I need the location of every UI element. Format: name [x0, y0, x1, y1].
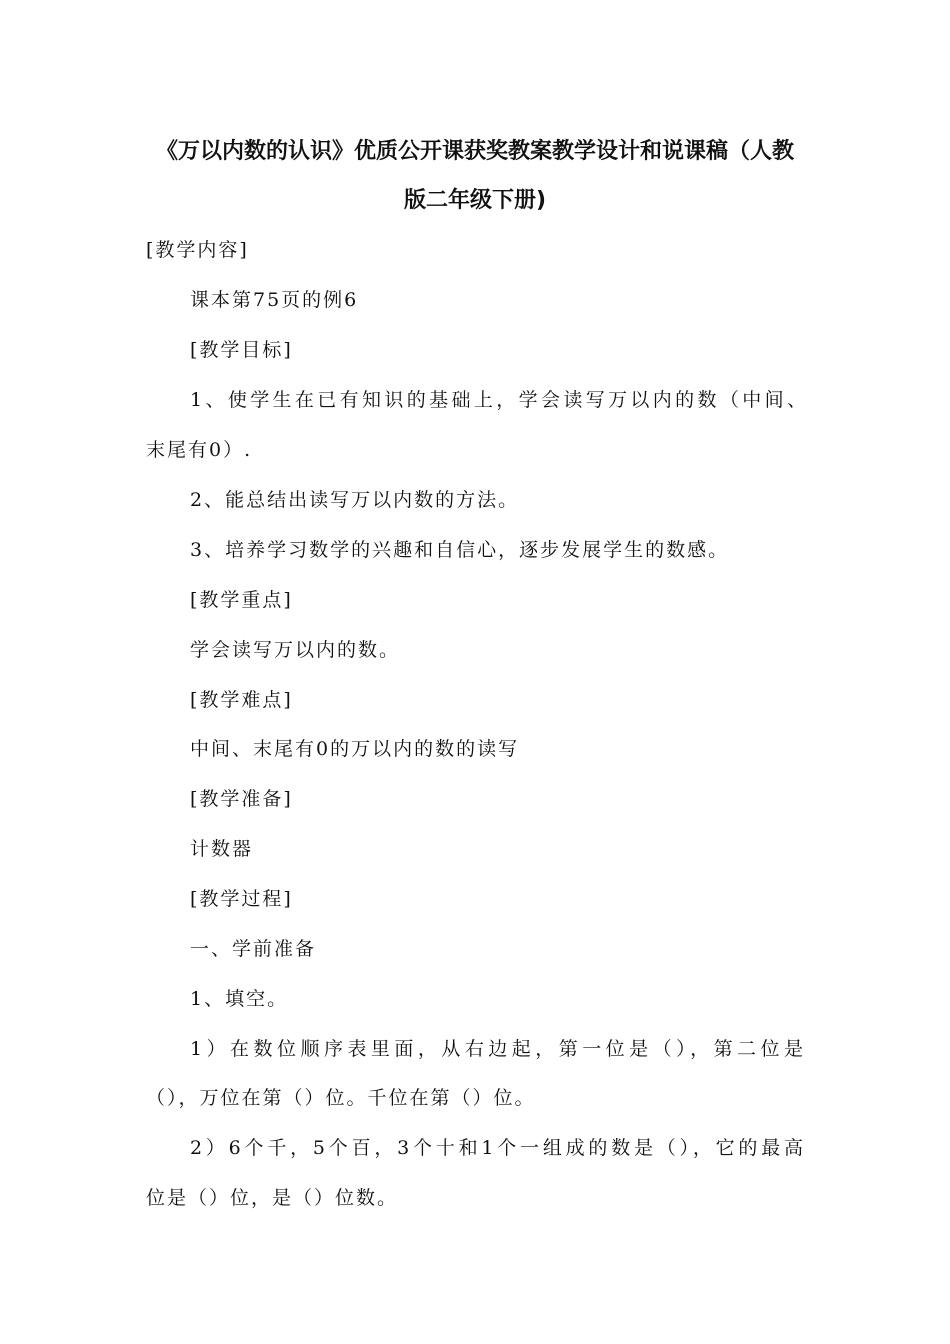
- subsection-heading: 一、学前准备: [190, 938, 317, 960]
- section-heading-key-points: [教学重点]: [190, 589, 293, 611]
- section-heading-difficult-points: [教学难点]: [190, 689, 293, 711]
- section-heading-teaching-content: [教学内容]: [146, 239, 249, 261]
- paragraph-text: 中间、末尾有0的万以内的数的读写: [190, 738, 520, 760]
- document-title-line-2: 版二年级下册): [403, 188, 547, 213]
- paragraph-text: 2）6个千，5个百，3个十和1个一组成的数是（），它的最高: [190, 1137, 804, 1159]
- paragraph-text: 学会读写万以内的数。: [190, 639, 401, 661]
- paragraph-text: 1）在数位顺序表里面，从右边起，第一位是（），第二位是: [190, 1038, 804, 1060]
- section-heading-teaching-process: [教学过程]: [190, 888, 293, 910]
- paragraph-text: 2、能总结出读写万以内数的方法。: [190, 489, 520, 511]
- paragraph-text: 1、填空。: [190, 988, 289, 1010]
- paragraph-text: （），万位在第（）位。千位在第（）位。: [146, 1087, 536, 1109]
- paragraph-text: 末尾有0）.: [146, 439, 253, 461]
- paragraph-text: 位是（）位，是（）位数。: [146, 1187, 399, 1209]
- paragraph-text: 计数器: [190, 838, 254, 860]
- section-heading-preparation: [教学准备]: [190, 788, 293, 810]
- section-heading-teaching-goals: [教学目标]: [190, 339, 293, 361]
- paragraph-text: 1、使学生在已有知识的基础上，学会读写万以内的数（中间、: [190, 389, 807, 411]
- document-title-line-1: 《万以内数的认识》优质公开课获奖教案教学设计和说课稿（人教: [155, 139, 794, 164]
- paragraph-text: 3、培养学习数学的兴趣和自信心，逐步发展学生的数感。: [190, 539, 730, 561]
- paragraph-text: 课本第75页的例6: [190, 289, 359, 311]
